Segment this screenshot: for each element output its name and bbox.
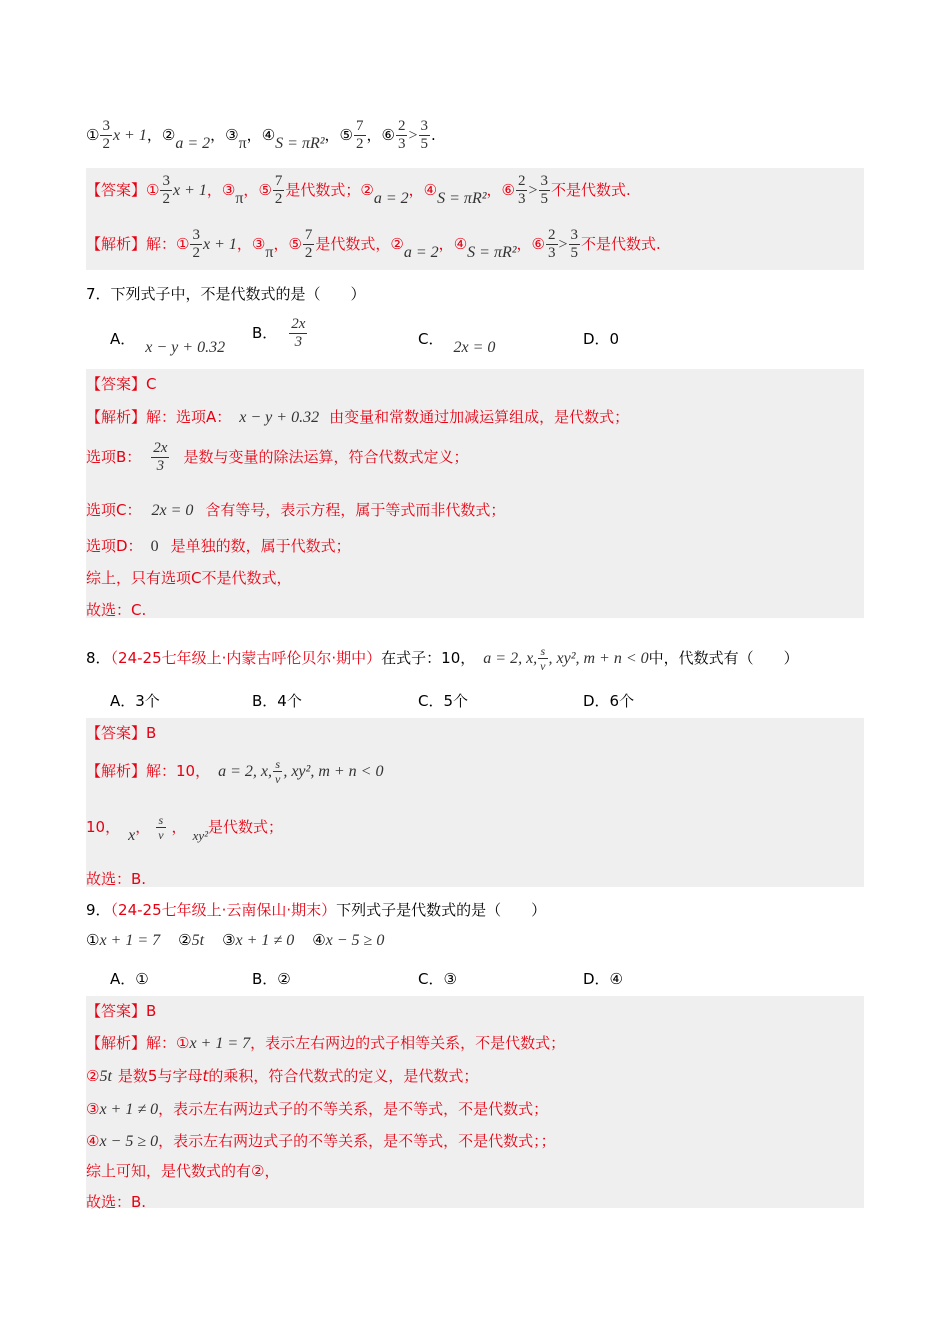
fraction-3-2: $\frac{3}{2}$ — [162, 173, 170, 207]
answer-label: 【答案】 — [86, 181, 147, 199]
q7-stem: 7．下列式子中，不是代数式的是（ ） — [86, 285, 366, 303]
fraction-7-2: $\frac{7}{2}$ — [356, 118, 364, 152]
q6-expression-list: ① $\frac{3}{2}$ x + 1，②a = 2，③π，④S = πR²，⑤ $\frac{7}{2}$ ，⑥ $\frac{2}{3}$ > $\frac{3}{5}$ . — [86, 118, 436, 152]
q8-source: （24-25七年级上·内蒙古呼伦贝尔·期中） — [110, 649, 382, 667]
q8-analysis-line-1: 【解析】解：10， a = 2, x, $\frac{s}{v}$ , xy², m + n < 0 — [86, 757, 384, 786]
q8-analysis-line-2: 10， x， $\frac{s}{v}$ ， xy²是代数式； — [86, 813, 284, 844]
q9-analysis-line-2: ②5t 是数5与字母t的乘积，符合代数式的定义，是代数式； — [86, 1067, 479, 1085]
fraction-3-5: $\frac{3}{5}$ — [420, 118, 428, 152]
q9-analysis-line-6: 故选：B. — [86, 1193, 147, 1211]
q8-stem: 8．（24-25七年级上·内蒙古呼伦贝尔·期中）在式子：10， a = 2, x, $\frac{s}{v}$ , xy², m + n < 0中，代数式有（ ） — [86, 644, 799, 673]
circled-5: ⑤ — [339, 126, 353, 144]
expr-x-plus-1: x + 1 — [112, 127, 147, 144]
circled-6: ⑥ — [381, 126, 395, 144]
q6-answer-line: 【答案】① $\frac{3}{2}$ x + 1，③π，⑤ $\frac{7}{2}$ 是代数式；②a = 2，④S = πR²，⑥ $\frac{2}{3}$ > $\frac{3}{5}$ 不是代数式. — [86, 173, 631, 207]
fraction-2-3: $\frac{2}{3}$ — [548, 227, 556, 261]
fraction-s-v: $\frac{s}{v}$ — [158, 813, 164, 842]
q7-analysis-line-1: 【解析】解：选项A： x − y + 0.32 由变量和常数通过加减运算组成，是代数式； — [86, 408, 630, 426]
q7-option-d: D．0 — [583, 330, 620, 348]
circled-4: ④ — [261, 126, 276, 144]
q9-option-d: D．④ — [583, 970, 623, 988]
fraction-3-5: $\frac{3}{5}$ — [570, 227, 579, 261]
q9-analysis-line-1: 【解析】解：①x + 1 = 7，表示左右两边的式子相等关系，不是代数式； — [86, 1034, 566, 1052]
q8-answer-block — [86, 718, 864, 887]
q8-option-d: D．6个 — [583, 692, 635, 710]
q6-analysis-line: 【解析】解：① $\frac{3}{2}$ x + 1，③π，⑤ $\frac{7}{2}$ 是代数式，②a = 2，④S = πR²，⑥ $\frac{2}{3}$ > $\frac{3}{5}$ 不是代数式. — [86, 227, 661, 261]
q9-option-b: B．② — [252, 970, 291, 988]
q9-option-a: A．① — [110, 970, 149, 988]
q7-analysis-line-6: 故选：C. — [86, 601, 147, 619]
fraction-3-5: $\frac{3}{5}$ — [540, 173, 549, 207]
q8-analysis-line-3: 故选：B. — [86, 870, 147, 888]
circled-2: ② — [161, 126, 176, 144]
q8-number: 8． — [86, 649, 111, 667]
fraction-2x-3: $\frac{2x}{3}$ — [291, 316, 306, 350]
q7-option-a: A． x − y + 0.32 — [110, 330, 226, 356]
q9-option-c: C．③ — [418, 970, 457, 988]
q9-analysis-line-4: ④x − 5 ≥ 0，表示左右两边式子的不等关系，是不等式，不是代数式；； — [86, 1132, 556, 1150]
q9-analysis-line-3: ③x + 1 ≠ 0，表示左右两边式子的不等关系，是不等式，不是代数式； — [86, 1100, 549, 1118]
fraction-3-2: $\frac{3}{2}$ — [192, 227, 200, 261]
q8-option-b: B．4个 — [252, 692, 302, 710]
fraction-7-2: $\frac{7}{2}$ — [304, 227, 313, 261]
circled-3: ③ — [225, 126, 239, 144]
q9-analysis-line-5: 综上可知，是代数式的有②， — [86, 1162, 280, 1180]
q9-source: （24-25七年级上·云南保山·期末） — [110, 901, 337, 919]
fraction-s-v: $\frac{s}{v}$ — [540, 644, 546, 673]
q7-analysis-line-5: 综上，只有选项C不是代数式， — [86, 569, 292, 587]
q7-analysis-line-4: 选项D： 0 是单独的数，属于代数式； — [86, 537, 351, 555]
fraction-s-v: $\frac{s}{v}$ — [275, 757, 281, 786]
q9-answer: 【答案】B — [86, 1002, 157, 1020]
q7-analysis-line-3: 选项C： 2x = 0 含有等号，表示方程，属于等式而非代数式； — [86, 501, 506, 519]
q8-answer: 【答案】B — [86, 724, 157, 742]
q8-option-c: C．5个 — [418, 692, 469, 710]
fraction-2-3: $\frac{2}{3}$ — [397, 118, 406, 152]
q9-items: ①x + 1 = 7 ②5t ③x + 1 ≠ 0 ④x − 5 ≥ 0 — [86, 931, 385, 949]
analysis-label: 【解析】 — [86, 235, 147, 253]
expr-a-eq-2: a = 2 — [175, 135, 211, 152]
fraction-2x-3: $\frac{2x}{3}$ — [153, 440, 168, 474]
q7-option-c: C． 2x = 0 — [418, 330, 496, 356]
fraction-7-2: $\frac{7}{2}$ — [274, 173, 283, 207]
circled-1: ① — [86, 126, 100, 144]
fraction-3-2: $\frac{3}{2}$ — [102, 118, 110, 152]
q7-answer: 【答案】C — [86, 375, 157, 393]
q7-option-b: B． $\frac{2x}{3}$ — [252, 316, 306, 350]
fraction-2-3: $\frac{2}{3}$ — [517, 173, 526, 207]
q7-analysis-line-2: 选项B： $\frac{2x}{3}$ 是数与变量的除法运算，符合代数式定义； — [86, 440, 469, 474]
expr-s-eq-pi-r2: S = πR² — [275, 135, 325, 152]
expr-pi: π — [238, 135, 247, 152]
q8-option-a: A．3个 — [110, 692, 160, 710]
q9-number: 9． — [86, 901, 111, 919]
q9-stem: 9．（24-25七年级上·云南保山·期末）下列式子是代数式的是（ ） — [86, 901, 547, 919]
